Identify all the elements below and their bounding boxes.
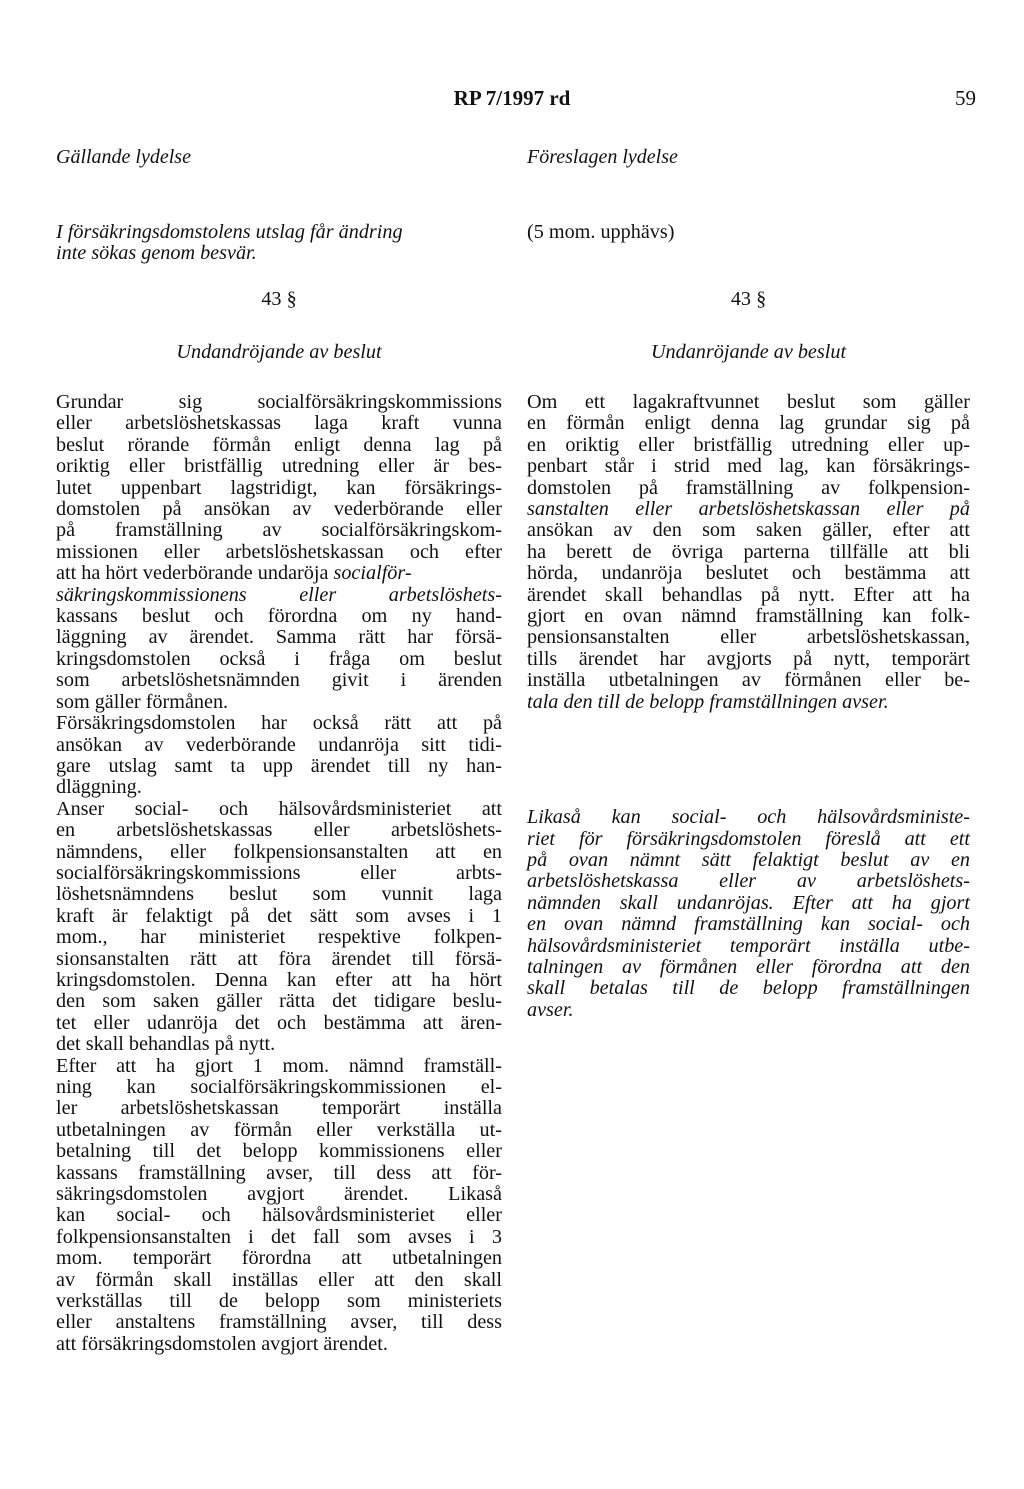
current-wording-column xyxy=(56,222,502,1355)
body-line: att försäkringsdomstolen avgjort ärendet. xyxy=(56,1332,388,1355)
body-line: ärendet skall behandlas på nytt. Efter att ha xyxy=(527,583,970,606)
body-line: en ovan nämnd framställning kan social- och xyxy=(527,913,970,936)
body-line: talningen av förmånen eller förordna att den xyxy=(527,955,970,978)
body-line: ha berett de övriga parterna tillfälle att bli xyxy=(527,540,970,563)
body-line: mom., har ministeriet respektive folkpen- xyxy=(56,926,502,949)
body-line: folkpensionsanstalten i det fall som avses i 3 xyxy=(56,1225,502,1248)
body-line: en oriktig eller bristfällig utredning eller up- xyxy=(527,433,970,456)
proposed-section-heading: Undanröjande av beslut xyxy=(650,341,847,363)
current-section-number: 43 § xyxy=(261,288,297,310)
body-line: kraft är felaktigt på det sätt som avses i 1 xyxy=(56,904,502,927)
body-line-text: att ha hört vederbörande undaröja xyxy=(56,562,334,585)
body-line: betalning till det belopp kommissionens eller xyxy=(56,1140,502,1163)
body-line: Anser social- och hälsovårdsministeriet att xyxy=(56,797,502,820)
current-intro xyxy=(56,222,502,289)
body-line: säkringsdomstolen avgjort ärendet. Likaså xyxy=(56,1183,502,1206)
body-line: på ovan nämnt sätt felaktigt beslut av en xyxy=(527,848,970,871)
body-line: ler arbetslöshetskassan temporärt inställa xyxy=(56,1097,502,1120)
body-line: utbetalningen av förmån eller verkställa ut- xyxy=(56,1118,502,1141)
body-line: en arbetslöshetskassas eller arbetslöshets- xyxy=(56,819,502,842)
body-line: avser. xyxy=(527,998,574,1021)
proposed-section-number: 43 § xyxy=(730,288,767,310)
body-line: på framställning av socialförsäkringskom- xyxy=(56,519,502,542)
body-line: tala den till de belopp framställningen avser. xyxy=(527,690,889,713)
body-line: gare utslag samt ta upp ärendet till ny han- xyxy=(56,754,502,777)
body-line: av förmån skall inställas eller att den skall xyxy=(56,1268,502,1291)
body-line: lutet uppenbart lagstridigt, kan försäkrings- xyxy=(56,476,502,499)
current-wording-title: Gällande lydelse xyxy=(56,146,191,168)
body-line: pensionsanstalten eller arbetslöshetskassan, xyxy=(527,626,970,649)
body-line: penbart står i strid med lag, kan försäkrings- xyxy=(527,455,970,478)
body-line: som gäller förmånen. xyxy=(56,690,229,713)
body-line: hälsovårdsministeriet temporärt inställa utbe- xyxy=(527,934,970,957)
proposed-wording-column xyxy=(527,222,970,1021)
body-line: ansökan av den som saken gäller, efter att xyxy=(527,519,970,542)
body-line: nämnden skall undanröjas. Efter att ha gjort xyxy=(527,891,970,914)
page-number: 59 xyxy=(955,86,976,110)
body-line: domstolen på ansökan av vederbörande eller xyxy=(56,498,502,521)
body-line: verkställas till de belopp som ministeriets xyxy=(56,1290,502,1313)
body-line: arbetslöshetskassa eller av arbetslöshets- xyxy=(527,870,970,893)
current-body xyxy=(56,392,502,1355)
proposed-intro: (5 mom. upphävs) xyxy=(527,221,675,243)
body-line: tet eller udanröja det och bestämma att ären- xyxy=(56,1011,502,1034)
body-line: inställa utbetalningen av förmånen eller be- xyxy=(527,669,970,692)
body-line: Om ett lagakraftvunnet beslut som gäller xyxy=(527,391,970,413)
body-line: kassans framställning avser, till dess att för- xyxy=(56,1161,502,1184)
body-line: gjort en ovan nämnd framställning kan folk- xyxy=(527,605,970,628)
body-line: hörda, undanröja beslutet och bestämma att xyxy=(527,562,970,585)
body-line: riet för försäkringsdomstolen föreslå att ett xyxy=(527,827,970,850)
page-header xyxy=(0,86,1024,116)
proposed-wording-title: Föreslagen lydelse xyxy=(527,146,678,168)
body-line: sionsanstalten rätt att föra ärendet till försä- xyxy=(56,947,502,970)
body-line: socialförsäkringskommissions eller arbts- xyxy=(56,861,502,884)
body-line: eller arbetslöshetskassas laga kraft vunna xyxy=(56,412,502,435)
body-line: löshetsnämndens beslut som vunnit laga xyxy=(56,883,502,906)
body-line: Likaså kan social- och hälsovårdsministe- xyxy=(527,806,970,829)
body-line: mom. temporärt förordna att utbetalningen xyxy=(56,1247,502,1270)
body-line: beslut rörande förmån enligt denna lag på xyxy=(56,433,502,456)
body-line: som arbetslöshetsnämnden givit i ärenden xyxy=(56,669,502,692)
current-section-heading: Undandröjande av beslut xyxy=(176,341,382,363)
body-line: säkringskommissionens eller arbetslöshets- xyxy=(56,583,502,606)
proposed-paragraph-2 xyxy=(527,807,970,1021)
body-line: missionen eller arbetslöshetskassan och efter xyxy=(56,540,502,563)
body-line: nämndens, eller folkpensionsanstalten att en xyxy=(56,840,502,863)
document-id: RP 7/1997 rd xyxy=(453,86,571,110)
body-line: en förmån enligt denna lag grundar sig på xyxy=(527,412,970,435)
body-line: domstolen på framställning av folkpension- xyxy=(527,476,970,499)
paragraph-gap xyxy=(527,713,970,807)
body-line: skall betalas till de belopp framställningen xyxy=(527,977,970,1000)
body-line xyxy=(56,563,502,584)
body-line: kringsdomstolen. Denna kan efter att ha hört xyxy=(56,968,502,991)
body-line: ansökan av vederbörande undanröja sitt tidi- xyxy=(56,733,502,756)
body-line: läggning av ärendet. Samma rätt har försä- xyxy=(56,626,502,649)
body-line: tills ärendet har avgjorts på nytt, temporärt xyxy=(527,647,970,670)
body-line: ning kan socialförsäkringskommissionen el- xyxy=(56,1076,502,1098)
proposed-paragraph-1 xyxy=(527,392,970,713)
current-intro-line: I försäkringsdomstolens utslag får ändring xyxy=(56,221,403,243)
body-line: kringsdomstolen också i fråga om beslut xyxy=(56,647,502,670)
current-intro-line: inte sökas genom besvär. xyxy=(56,242,257,265)
body-line: kassans beslut och förordna om ny hand- xyxy=(56,605,502,628)
body-line: eller anstaltens framställning avser, till dess xyxy=(56,1311,502,1334)
body-line: Grundar sig socialförsäkringskommissions xyxy=(56,391,502,413)
body-line: oriktig eller bristfällig utredning eller är bes- xyxy=(56,455,502,478)
body-line: den som saken gäller rätta det tidigare beslu- xyxy=(56,990,502,1013)
body-line: dläggning. xyxy=(56,776,142,799)
body-line: Efter att ha gjort 1 mom. nämnd framställ- xyxy=(56,1054,502,1077)
body-line-italic: socialför- xyxy=(333,562,412,585)
body-line: Försäkringsdomstolen har också rätt att på xyxy=(56,712,502,735)
body-line: kan social- och hälsovårdsministeriet eller xyxy=(56,1204,502,1227)
body-line: det skall behandlas på nytt. xyxy=(56,1033,276,1056)
body-line: sanstalten eller arbetslöshetskassan eller på xyxy=(527,498,970,521)
